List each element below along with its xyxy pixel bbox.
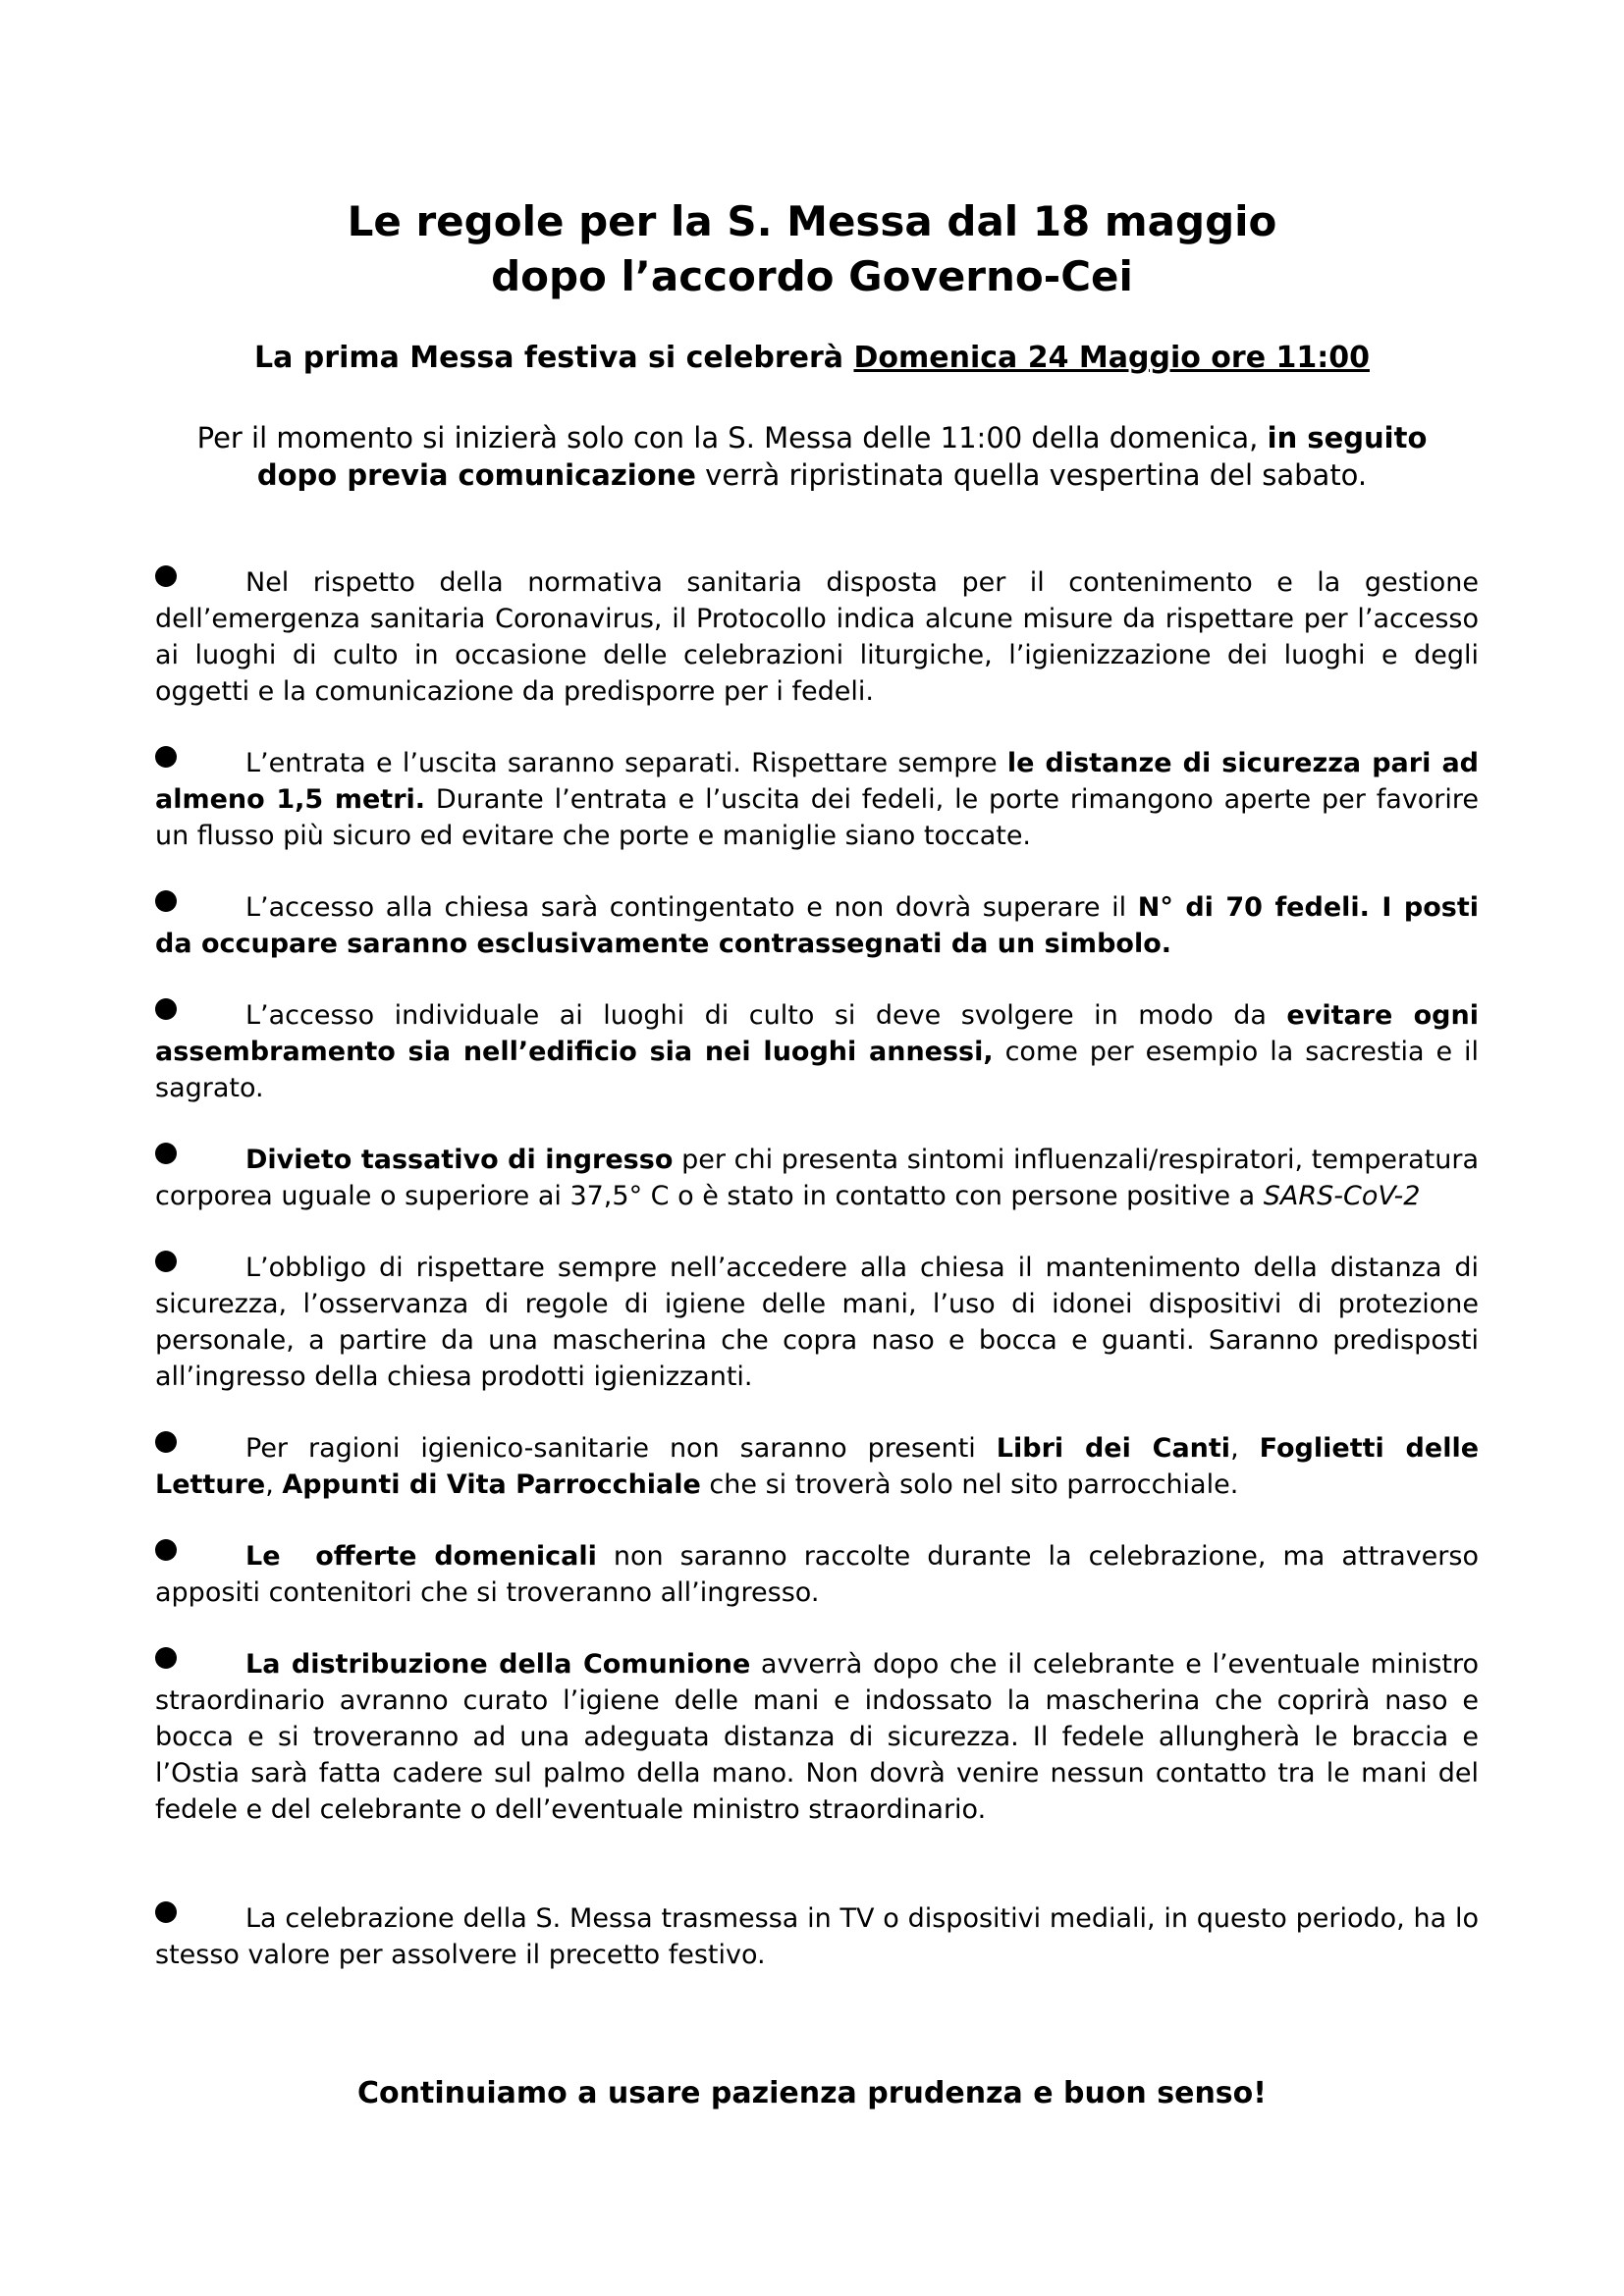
- closing-message: Continuiamo a usare pazienza prudenza e buon senso!: [357, 2076, 1267, 2110]
- rule-bold: La distribuzione della Comunione: [245, 1649, 751, 1680]
- bullet-icon: [155, 1431, 177, 1453]
- rule-text: non saranno raccolte durante la celebrazione, ma attraverso appositi contenitori che si troveranno all’ingresso.: [155, 1541, 1479, 1608]
- announcement-text: La prima Messa festiva si celebrerà: [254, 341, 854, 375]
- rule-text: La celebrazione della S. Messa trasmessa in TV o dispositivi mediali, in questo periodo, ha lo stesso valore per assolvere il precetto festivo.: [155, 1903, 1479, 1970]
- rule-bold: Appunti di Vita Parrocchiale: [282, 1469, 701, 1500]
- bullet-icon: [155, 1901, 177, 1923]
- rule-item: [155, 1430, 1479, 1503]
- rule-bold: le distanze di sicurezza pari ad almeno 1,5 metri.: [155, 748, 1479, 815]
- rule-bold: Foglietti delle Letture: [155, 1433, 1480, 1500]
- first-mass-announcement: [0, 339, 1624, 378]
- page-title: [0, 194, 1624, 304]
- rule-text: ,: [265, 1469, 283, 1500]
- rule-item: [155, 1646, 1479, 1828]
- bullet-icon: [155, 890, 177, 912]
- rule-item: [155, 1900, 1479, 1973]
- title-line-2: dopo l’accordo Governo-Cei: [491, 252, 1133, 300]
- rule-text: Durante l’entrata e l’uscita dei fedeli, le porte rimangono aperte per favorire un flusso più sicuro ed evitare che porte e maniglie siano toccate.: [155, 784, 1479, 851]
- rule-text: che si troverà solo nel sito parrocchiale.: [700, 1469, 1239, 1500]
- bullet-icon: [155, 998, 177, 1020]
- rule-text: ,: [1230, 1433, 1260, 1464]
- rule-text: L’accesso individuale ai luoghi di culto si deve svolgere in modo da: [245, 1000, 1287, 1031]
- intro-text-2: verrà ripristinata quella vespertina del sabato.: [695, 458, 1368, 492]
- rules-list: [155, 564, 1479, 1973]
- rule-item: [155, 1142, 1479, 1214]
- title-line-1: Le regole per la S. Messa dal 18 maggio: [347, 197, 1277, 245]
- rule-bold: Le offerte domenicali: [245, 1541, 597, 1572]
- bullet-icon: [155, 1647, 177, 1669]
- rule-item: [155, 564, 1479, 710]
- bullet-icon: [155, 1539, 177, 1561]
- bullet-icon: [155, 746, 177, 768]
- rule-text: avverrà dopo che il celebrante e l’eventuale ministro straordinario avranno curato l’igiene delle mani e indossato la mascherina che coprirà naso e bocca e si troveranno ad una adeguata distanza di sicurezza. Il fedele allungherà le braccia e l’Ostia sarà fatta cadere sul palmo della mano. Non dovrà venire nessun contatto tra le mani del fedele e del celebrante o dell’eventuale ministro straordinario.: [155, 1649, 1479, 1825]
- rule-text: Per ragioni igienico-sanitarie non saranno presenti: [245, 1433, 997, 1464]
- rule-italic: SARS-CoV-2: [1263, 1181, 1421, 1211]
- announcement-date: Domenica 24 Maggio ore 11:00: [853, 341, 1370, 375]
- rule-text: Nel rispetto della normativa sanitaria disposta per il contenimento e la gestione dell’emergenza sanitaria Coronavirus, il Protocollo indica alcune misure da rispettare per l’accesso ai luoghi di culto in occasione delle celebrazioni liturgiche, l’igienizzazione dei luoghi e degli oggetti e la comunicazione da predisporre per i fedeli.: [155, 567, 1479, 707]
- rule-item: [155, 997, 1479, 1106]
- bullet-icon: [155, 565, 177, 587]
- rule-item: [155, 889, 1479, 962]
- intro-text-1: Per il momento si inizierà solo con la S. Messa delle 11:00 della domenica,: [196, 421, 1268, 454]
- rule-text: come per esempio la sacrestia e il sagrato.: [155, 1037, 1479, 1103]
- rule-item: [155, 745, 1479, 854]
- bullet-icon: [155, 1143, 177, 1164]
- rule-text: per chi presenta sintomi influenzali/respiratori, temperatura corporea uguale o superiore ai 37,5° C o è stato in contatto con persone positive a: [155, 1145, 1479, 1211]
- rule-bold: Divieto tassativo di ingresso: [245, 1145, 674, 1175]
- rule-bold: N° di 70 fedeli. I posti da occupare saranno esclusivamente contrassegnati da un simbolo.: [155, 892, 1479, 959]
- rule-item: [155, 1538, 1479, 1611]
- rule-item: [155, 1250, 1479, 1395]
- rule-bold: evitare ogni assembramento sia nell’edificio sia nei luoghi annessi,: [155, 1000, 1479, 1067]
- rule-text: L’obbligo di rispettare sempre nell’accedere alla chiesa il mantenimento della distanza di sicurezza, l’osservanza di regole di igiene delle mani, l’uso di idonei dispositivi di protezione personale, a partire da una mascherina che copra naso e bocca e guanti. Saranno predisposti all’ingresso della chiesa prodotti igienizzanti.: [155, 1253, 1479, 1392]
- intro-paragraph: [157, 419, 1467, 494]
- rule-text: L’entrata e l’uscita saranno separati. Rispettare sempre: [245, 748, 1007, 778]
- intro-bold: in seguito dopo previa comunicazione: [256, 421, 1428, 492]
- rule-text: L’accesso alla chiesa sarà contingentato e non dovrà superare il: [245, 892, 1138, 923]
- rule-bold: Libri dei Canti: [996, 1433, 1231, 1464]
- bullet-icon: [155, 1251, 177, 1272]
